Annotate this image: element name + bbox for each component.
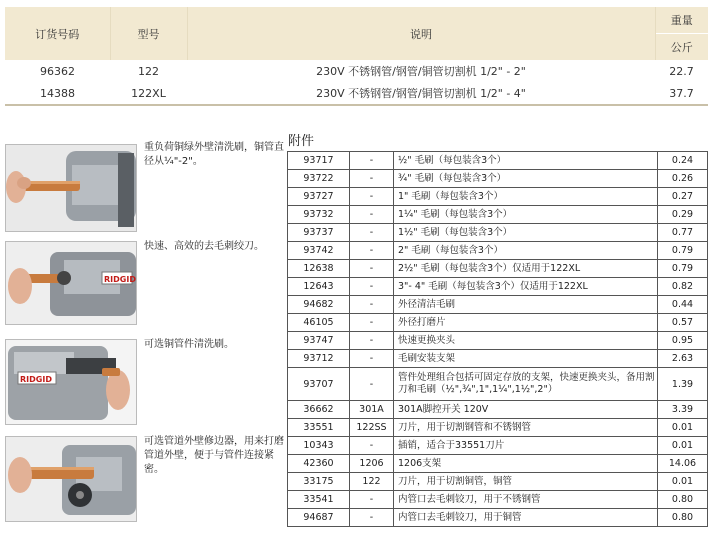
accessory-order-no: 93747 bbox=[288, 332, 350, 350]
accessory-order-no: 93707 bbox=[288, 368, 350, 401]
accessory-order-no: 93742 bbox=[288, 242, 350, 260]
accessory-order-no: 42360 bbox=[288, 455, 350, 473]
accessory-description: 内管口去毛刺铰刀，用于铜管 bbox=[394, 509, 658, 527]
accessory-weight: 0.82 bbox=[658, 278, 708, 296]
order-no-cell: 96362 bbox=[40, 64, 75, 78]
accessory-order-no: 12643 bbox=[288, 278, 350, 296]
spec-table bbox=[5, 7, 708, 106]
table-row bbox=[5, 60, 708, 82]
accessories-title: 附件 bbox=[288, 134, 315, 149]
accessory-weight: 14.06 bbox=[658, 455, 708, 473]
accessory-description: 1¼" 毛刷（每包装含3个） bbox=[394, 206, 658, 224]
accessory-model: - bbox=[350, 368, 394, 401]
accessory-order-no: 93727 bbox=[288, 188, 350, 206]
accessory-weight: 0.01 bbox=[658, 473, 708, 491]
table-row bbox=[288, 350, 708, 368]
accessory-model: - bbox=[350, 314, 394, 332]
accessory-description: 插销，适合于33551刀片 bbox=[394, 437, 658, 455]
accessory-description: 3"- 4" 毛刷（每包装含3个）仅适用于122XL bbox=[394, 278, 658, 296]
accessory-description: ½" 毛刷（每包装含3个） bbox=[394, 152, 658, 170]
accessory-order-no: 33175 bbox=[288, 473, 350, 491]
accessory-description: 毛刷安装支架 bbox=[394, 350, 658, 368]
product-photo-od-trimmer bbox=[5, 436, 137, 522]
header-model: 型号 bbox=[110, 7, 187, 60]
accessory-model: - bbox=[350, 437, 394, 455]
accessory-order-no: 36662 bbox=[288, 401, 350, 419]
accessory-description: ¾" 毛刷（每包装含3个） bbox=[394, 170, 658, 188]
accessory-description: 1" 毛刷（每包装含3个） bbox=[394, 188, 658, 206]
table-row bbox=[288, 152, 708, 170]
accessory-model: 301A bbox=[350, 401, 394, 419]
brand-logo: RIDGID bbox=[104, 275, 136, 284]
accessory-description: 外径清洁毛刷 bbox=[394, 296, 658, 314]
header-weight: 重量 bbox=[655, 7, 708, 34]
accessory-weight: 0.27 bbox=[658, 188, 708, 206]
accessory-weight: 0.01 bbox=[658, 437, 708, 455]
brand-logo: RIDGID bbox=[20, 375, 52, 384]
table-row bbox=[288, 296, 708, 314]
accessory-weight: 0.26 bbox=[658, 170, 708, 188]
table-row bbox=[288, 224, 708, 242]
accessory-order-no: 93722 bbox=[288, 170, 350, 188]
accessory-description: 快速更换夹头 bbox=[394, 332, 658, 350]
accessory-description: 1206支架 bbox=[394, 455, 658, 473]
accessory-weight: 1.39 bbox=[658, 368, 708, 401]
accessory-order-no: 33541 bbox=[288, 491, 350, 509]
accessory-model: - bbox=[350, 332, 394, 350]
table-row bbox=[288, 509, 708, 527]
accessory-weight: 0.77 bbox=[658, 224, 708, 242]
accessory-description: 内管口去毛刺铰刀，用于不锈钢管 bbox=[394, 491, 658, 509]
table-row bbox=[288, 332, 708, 350]
product-photo-reamer bbox=[5, 241, 137, 325]
table-row bbox=[288, 401, 708, 419]
model-cell: 122 bbox=[138, 64, 159, 78]
table-row bbox=[288, 455, 708, 473]
table-row bbox=[288, 368, 708, 401]
accessory-weight: 2.63 bbox=[658, 350, 708, 368]
table-row bbox=[288, 419, 708, 437]
accessory-order-no: 10343 bbox=[288, 437, 350, 455]
table-row bbox=[288, 278, 708, 296]
feature-caption-4: 可选管道外壁修边器，用来打磨管道外壁，便于与管件连接紧密。 bbox=[144, 436, 284, 475]
accessory-model: - bbox=[350, 242, 394, 260]
accessory-description: 2" 毛刷（每包装含3个） bbox=[394, 242, 658, 260]
accessory-weight: 0.95 bbox=[658, 332, 708, 350]
table-row bbox=[5, 82, 708, 105]
accessory-description: 301A脚控开关 120V bbox=[394, 401, 658, 419]
accessory-order-no: 12638 bbox=[288, 260, 350, 278]
table-row bbox=[288, 314, 708, 332]
description-cell: 230V 不锈钢管/钢管/铜管切割机 1/2" - 4" bbox=[187, 82, 655, 105]
table-row bbox=[288, 242, 708, 260]
accessory-description: 1½" 毛刷（每包装含3个） bbox=[394, 224, 658, 242]
accessories-table bbox=[287, 151, 708, 527]
accessory-model: 1206 bbox=[350, 455, 394, 473]
feature-caption-2: 快速、高效的去毛刺绞刀。 bbox=[144, 241, 264, 252]
accessory-weight: 0.79 bbox=[658, 242, 708, 260]
header-order-no: 订货号码 bbox=[5, 7, 110, 60]
product-photo-brush bbox=[5, 144, 137, 232]
table-row bbox=[288, 437, 708, 455]
accessory-order-no: 93717 bbox=[288, 152, 350, 170]
table-row bbox=[288, 260, 708, 278]
accessory-model: - bbox=[350, 296, 394, 314]
accessory-description: 刀片，用于切割铜管，铜管 bbox=[394, 473, 658, 491]
order-no-cell: 14388 bbox=[5, 82, 110, 105]
accessory-description: 管件处理组合包括可固定存放的支架，快速更换夹头，备用割刀和毛刷（½",¾",1",1¼",1½",2"） bbox=[394, 368, 658, 401]
accessory-description: 刀片，用于切割钢管和不锈钢管 bbox=[394, 419, 658, 437]
accessory-order-no: 94682 bbox=[288, 296, 350, 314]
accessory-model: - bbox=[350, 491, 394, 509]
accessory-model: 122SS bbox=[350, 419, 394, 437]
accessory-order-no: 46105 bbox=[288, 314, 350, 332]
accessory-weight: 0.24 bbox=[658, 152, 708, 170]
accessory-weight: 0.29 bbox=[658, 206, 708, 224]
model-cell: 122XL bbox=[110, 82, 187, 105]
accessory-weight: 0.80 bbox=[658, 491, 708, 509]
table-row bbox=[288, 491, 708, 509]
product-photo-fitting-brush bbox=[5, 339, 137, 425]
accessory-model: - bbox=[350, 278, 394, 296]
accessory-weight: 0.01 bbox=[658, 419, 708, 437]
accessory-description: 外径打磨片 bbox=[394, 314, 658, 332]
accessory-model: - bbox=[350, 152, 394, 170]
accessory-weight: 0.44 bbox=[658, 296, 708, 314]
accessory-weight: 0.80 bbox=[658, 509, 708, 527]
feature-caption-3: 可选铜管件清洗刷。 bbox=[144, 339, 234, 350]
accessory-order-no: 33551 bbox=[288, 419, 350, 437]
accessory-weight: 0.57 bbox=[658, 314, 708, 332]
feature-caption-1: 重负荷铜绿外壁清洗刷，铜管直径从¼"-2"。 bbox=[144, 142, 284, 167]
accessory-order-no: 93737 bbox=[288, 224, 350, 242]
accessory-model: - bbox=[350, 260, 394, 278]
description-cell: 230V 不锈钢管/钢管/铜管切割机 1/2" - 2" bbox=[316, 65, 526, 78]
accessory-model: - bbox=[350, 170, 394, 188]
table-row bbox=[288, 170, 708, 188]
accessory-model: - bbox=[350, 224, 394, 242]
accessory-order-no: 93732 bbox=[288, 206, 350, 224]
accessory-order-no: 94687 bbox=[288, 509, 350, 527]
table-row bbox=[288, 473, 708, 491]
accessory-order-no: 93712 bbox=[288, 350, 350, 368]
accessory-model: - bbox=[350, 350, 394, 368]
accessory-weight: 3.39 bbox=[658, 401, 708, 419]
accessory-model: - bbox=[350, 509, 394, 527]
accessory-model: 122 bbox=[350, 473, 394, 491]
accessory-model: - bbox=[350, 188, 394, 206]
weight-cell: 22.7 bbox=[669, 64, 694, 78]
header-description: 说明 bbox=[187, 7, 655, 60]
header-weight-unit: 公斤 bbox=[655, 34, 708, 61]
accessory-model: - bbox=[350, 206, 394, 224]
accessory-weight: 0.79 bbox=[658, 260, 708, 278]
table-row bbox=[288, 206, 708, 224]
accessory-description: 2½" 毛刷（每包装含3个）仅适用于122XL bbox=[394, 260, 658, 278]
weight-cell: 37.7 bbox=[655, 82, 708, 105]
table-row bbox=[288, 188, 708, 206]
